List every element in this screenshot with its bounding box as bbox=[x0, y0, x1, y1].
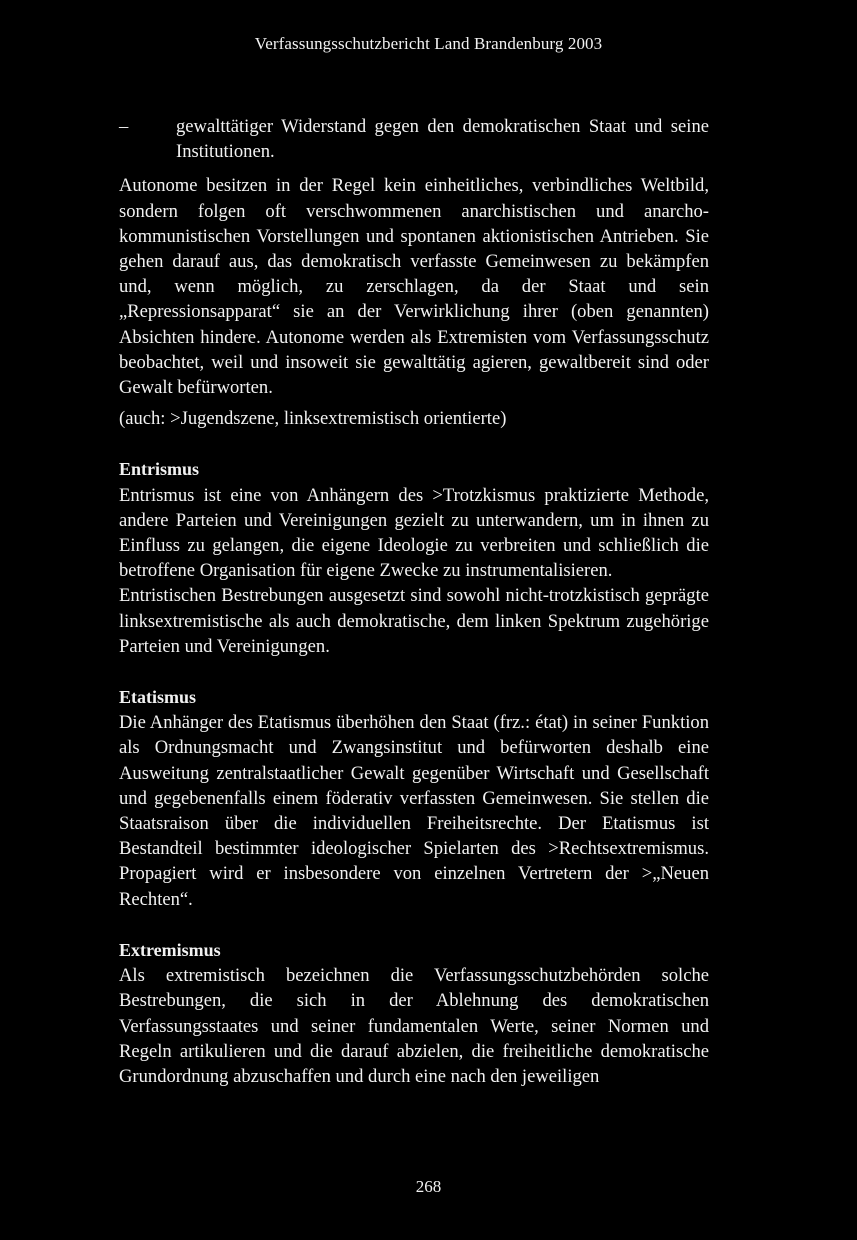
entrismus-paragraph-1: Entrismus ist eine von Anhängern des >Trotzkismus praktizierte Methode, andere Parteien und Vereinigungen gezielt zu unterwandern, um in ihnen zu Einfluss zu gelangen, die eigene Ideologie zu verbreiten und schließlich die betroffene Organisation für eigene Zwecke zu instrumentalisieren. bbox=[119, 484, 709, 582]
running-header: Verfassungsschutzbericht Land Brandenburg 2003 bbox=[254, 34, 603, 53]
entrismus-paragraph-2: Entristischen Bestrebungen ausgesetzt sind sowohl nicht-trotzkistisch geprägte linksextremistische als auch demokratische, dem linken Spektrum zugehörige Parteien und Vereinigungen. bbox=[119, 585, 709, 657]
autonome-paragraph: Autonome besitzen in der Regel kein einheitliches, verbindliches Weltbild, sondern folgen oft verschwommenen anarchistischen und anarcho-kommunistischen Vorstellungen und spontanen aktionistischen Antrieben. Sie gehen darauf aus, das demokratisch verfasste Gemeinwesen zu bekämpfen und, wenn möglich, zu zerschlagen, da der Staat und sein „Repressionsapparat“ sie an der Verwirklichung ihrer (oben genannten) Absichten hindere. Autonome werden als Extremisten vom Verfassungsschutz beobachtet, weil und insoweit sie gewalttätig agieren, gewaltbereit sind oder Gewalt befürworten. bbox=[119, 175, 709, 399]
bullet-dash: – bbox=[119, 116, 129, 137]
heading-extremismus: Extremismus bbox=[119, 939, 221, 960]
page-number: 268 bbox=[415, 1177, 442, 1196]
extremismus-paragraph: Als extremistisch bezeichnen die Verfassungsschutzbehörden solche Bestrebungen, die sich in der Ablehnung des demokratischen Verfassungsstaates und seiner fundamentalen Werte, seiner Normen und Regeln artikulieren und die darauf abzielen, die freiheitliche demokratische Grundordnung abzuschaffen und durch eine nach den jeweiligen bbox=[119, 965, 709, 1087]
bullet-item bbox=[119, 114, 709, 164]
heading-etatismus: Etatismus bbox=[119, 687, 197, 708]
page-content bbox=[119, 114, 709, 1089]
heading-entrismus: Entrismus bbox=[119, 459, 200, 480]
autonome-reference: (auch: >Jugendszene, linksextremistisch orientierte) bbox=[119, 408, 507, 430]
bullet-text: gewalttätiger Widerstand gegen den demokratischen Staat und seine Institutionen. bbox=[176, 116, 709, 163]
etatismus-paragraph: Die Anhänger des Etatismus überhöhen den Staat (frz.: état) in seiner Funktion als Ordnungsmacht und Zwangsinstitut und befürworten deshalb eine Ausweitung zentralstaatlicher Gewalt gegenüber Wirtschaft und Gesellschaft und gegebenenfalls einem föderativ verfassten Gemeinwesen. Sie stellen die Staatsraison über die individuellen Freiheitsrechte. Der Etatismus ist Bestandteil bestimmter ideologischer Spielarten des >Rechtsextremismus. Propagiert wird er insbesondere von einzelnen Vertretern der >„Neuen Rechten“. bbox=[119, 712, 709, 910]
